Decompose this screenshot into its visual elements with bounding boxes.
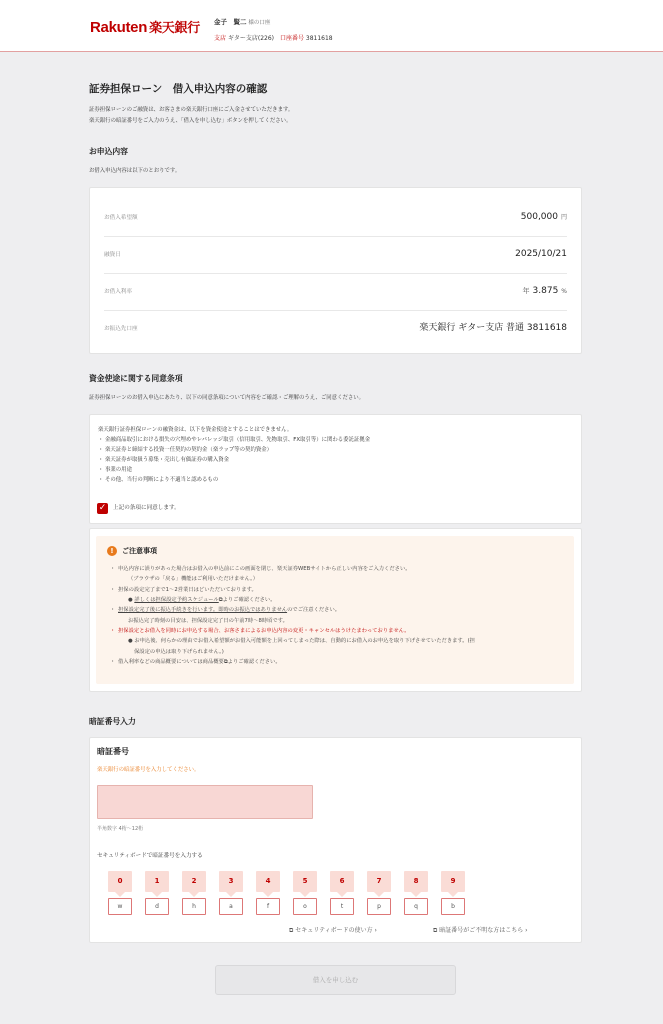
account-number-value: 3811618 [305,35,333,42]
external-link-icon: ⧉ [289,927,296,934]
top-header [0,0,663,52]
security-keyboard-label: セキュリティボードで暗証番号を入力する [97,853,203,859]
password-note: 半角数字 4桁〜12桁 [97,826,144,832]
key-letter[interactable]: h [182,898,206,915]
key-digit: 2 [182,871,206,892]
external-link-icon: ⧉ [218,596,223,603]
key-digit: 7 [367,871,391,892]
account-number-label: 口座番号 [279,35,304,42]
key-digit: 6 [330,871,354,892]
notice-box [96,536,574,684]
branch-label: 支店 [214,35,227,42]
security-board-help-link[interactable]: ⧉ セキュリティボードの使い方 › [289,927,377,934]
key-letter[interactable]: f [256,898,280,915]
notice-line: のでご注意ください。 [287,607,341,614]
key-letter[interactable]: o [293,898,317,915]
terms-item: ・ 楽天証券と締結する投資一任契約の契約金（楽ラップ等の契約資金） [98,445,573,455]
key-letter[interactable]: d [145,898,169,915]
user-info [214,18,270,28]
loan-date-label: 融資日 [104,252,121,258]
agree-checkbox[interactable] [97,503,108,514]
interest-rate-value: 3.875 [532,286,559,296]
notice-line: ・ 担保の設定完了まで1〜2営業日はどいただいております。 [110,585,565,595]
key-letter[interactable]: w [108,898,132,915]
key-digit: 0 [108,871,132,892]
loan-amount-unit: 円 [560,214,567,221]
password-hint: 楽天銀行の暗証番号を入力してください。 [97,767,200,773]
schedule-link[interactable]: 詳しくは担保設定予約スケジュール [134,596,219,603]
terms-item: ・ その他、当行の判断により不適当と認めるもの [98,475,573,485]
key-digit: 3 [219,871,243,892]
bullet-icon: ● [128,638,135,645]
notice-line: よりご確認ください。 [222,596,276,603]
key-letter[interactable]: a [219,898,243,915]
user-suffix: 様の口座 [248,20,271,26]
checkmark-icon: ✓ [98,503,107,513]
notice-line: よりご確認ください。 [227,658,281,665]
application-card [89,187,582,354]
notice-line: お申込後、何らかの理由でお借入希望額がお借入可能額を上回ってしまった際は、自動的にお借入のお申込を取り下げさせていただきます。(担 [134,638,475,645]
application-subtext: お借入申込内容は以下のとおりです。 [89,168,181,174]
key-digit: 8 [404,871,428,892]
key-digit: 1 [145,871,169,892]
password-heading: 暗証番号入力 [89,717,136,726]
notice-heading: ご注意事項 [122,547,157,555]
interest-rate-row [104,274,567,311]
notice-line: 保設定の申込は取り下げられません。) [134,648,224,655]
key-digit: 4 [256,871,280,892]
notice-line: ・ 申込内容に誤りがあった場合はお借入の申込前にこの画面を閉じ、楽天証券WEBサイトから正しい内容をご入力ください。 [110,564,565,574]
loan-date-value: 2025/10/21 [515,249,567,259]
transfer-account-row [104,311,567,348]
terms-item: ・ 金融商品取引における損失の穴埋めやレバレッジ取引（信用取引、先物取引、FX取引等）に関わる委託証拠金 [98,435,573,445]
terms-lead: 楽天銀行証券担保ローンの融資金は、以下を資金使途とすることはできません。 [98,427,293,433]
chevron-right-icon: › [372,927,377,934]
warning-icon: ! [107,546,117,556]
interest-rate-unit: % [561,288,567,295]
key-letter[interactable]: t [330,898,354,915]
key-letter[interactable]: q [404,898,428,915]
agree-label[interactable]: 上記の条項に同意します。 [113,505,180,511]
notice-line: ● [128,596,135,603]
key-digit: 5 [293,871,317,892]
notice-line: お振込完了時刻の目安は、担保設定完了日の午前7時〜8時頃です。 [128,617,288,624]
page-title: 証券担保ローン 借入申込内容の確認 [89,83,268,95]
key-digit: 9 [441,871,465,892]
forgot-password-link[interactable]: ⧉ 暗証番号がご不明な方はこちら › [433,927,528,934]
key-letter[interactable]: p [367,898,391,915]
branch-value: ギター支店(226) [227,35,275,42]
password-input[interactable] [97,785,313,819]
loan-amount-row [104,200,567,237]
external-link-icon: ⧉ [433,927,440,934]
notice-line: 担保設定完了後に振込手続きを行います。即時のお振込ではありません [118,607,288,614]
interest-rate-prefix: 年 [522,287,530,295]
terms-heading: 資金使途に関する同意条項 [89,374,183,383]
user-name: 金子 賢二 [214,18,247,26]
rakuten-bank-logo[interactable]: Rakuten 楽天銀行 [90,19,200,36]
intro-text-1: 証券担保ローンのご融資は、お客さまの楽天銀行口座にご入金させていただきます。 [89,107,294,113]
loan-amount-label: お借入希望額 [104,215,138,221]
notice-line-warning: ・ 担保設定とお借入を同時にお申込する場合、お客さまによるお申込内容の変更・キャンセルはうけたまわっておりません。 [110,626,565,636]
terms-item: ・ 楽天証券が取扱う募集・売出し有価証券の購入資金 [98,455,573,465]
application-heading: お申込内容 [89,147,128,156]
terms-subtext: 証券担保ローンのお借入申込にあたり、以下の同意条項について内容をご確認・ご理解のうえ、ご同意ください。 [89,395,365,401]
key-letter[interactable]: b [441,898,465,915]
transfer-account-value: 楽天銀行 ギター支店 普通 3811618 [419,323,567,333]
notice-line: （ブラウザの「戻る」機能はご利用いただけません。） [128,576,259,583]
transfer-account-label: お振込先口座 [104,326,138,332]
external-link-icon[interactable]: ⧉ [223,658,228,665]
submit-loan-button[interactable]: 借入を申し込む [215,965,456,995]
loan-date-row [104,237,567,274]
password-label: 暗証番号 [97,747,129,756]
loan-amount-value: 500,000 [520,212,558,222]
terms-item: ・ 事業の用途 [98,465,573,475]
notice-line: 借入利率などの商品概要については商品概要 [118,658,224,665]
chevron-right-icon: › [523,927,528,934]
account-info [214,34,333,43]
intro-text-2: 楽天銀行の暗証番号をご入力のうえ、「借入を申し込む」ボタンを押してください。 [89,118,292,124]
interest-rate-label: お借入利率 [104,289,132,295]
